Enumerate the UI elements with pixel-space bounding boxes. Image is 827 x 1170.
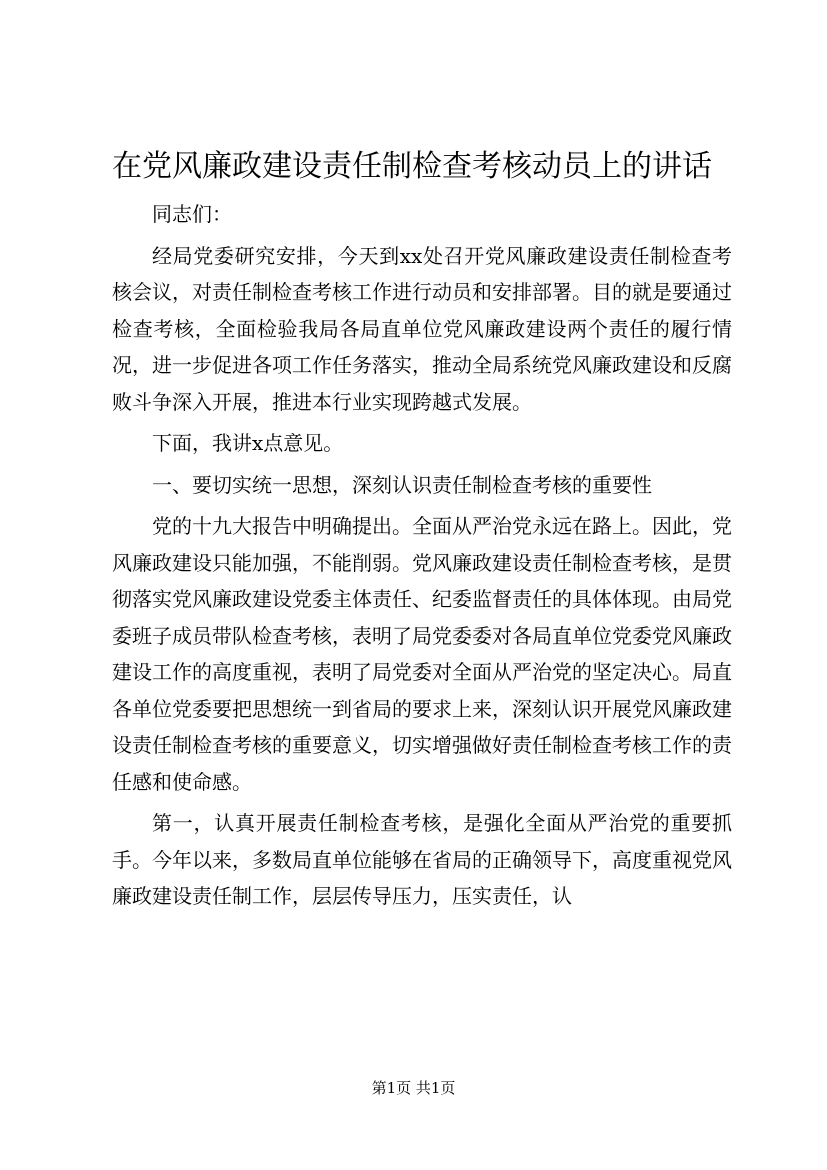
salutation: 同志们： xyxy=(152,202,232,226)
paragraph-first-point: 第一，认真开展责任制检查考核，是强化全面从严治党的重要抓手。今年以来，多数局直单位能够在省局的正确领导下，高度重视党风廉政建设责任制工作，层层传导压力，压实责任，认 xyxy=(112,811,732,908)
document-title: 在党风廉政建设责任制检查考核动员上的讲话 xyxy=(112,149,712,184)
paragraph-section-1: 党的十九大报告中明确提出。全面从严治党永远在路上。因此，党风廉政建设只能加强，不能削弱。党风廉政建设责任制检查考核，是贯彻落实党风廉政建设党委主体责任、纪委监督责任的具体体现。由局党委班子成员带队检查考核，表明了局党委委对各局直单位党委党风廉政建设工作的高度重视，表明了局党委对全面从严治党的坚定决心。局直各单位党委要把思想统一到省局的要求上来，深刻认识开展党风廉政建设责任制检查考核的重要意义，切实增强做好责任制检查考核工作的责任感和使命感。 xyxy=(112,514,732,794)
document-body xyxy=(112,196,732,915)
paragraph-intro: 经局党委研究安排，今天到xx处召开党风廉政建设责任制检查考核会议，对责任制检查考核工作进行动员和安排部署。目的就是要通过检查考核，全面检验我局各局直单位党风廉政建设两个责任的履行情况，进一步促进各项工作任务落实，推动全局系统党风廉政建设和反腐败斗争深入开展，推进本行业实现跨越式发展。 xyxy=(112,243,732,414)
section-heading-1: 一、要切实统一思想，深刻认识责任制检查考核的重要性 xyxy=(152,472,652,497)
page-footer: 第1页 共1页 xyxy=(371,1079,456,1097)
paragraph-outline: 下面，我讲x点意见。 xyxy=(152,431,344,455)
